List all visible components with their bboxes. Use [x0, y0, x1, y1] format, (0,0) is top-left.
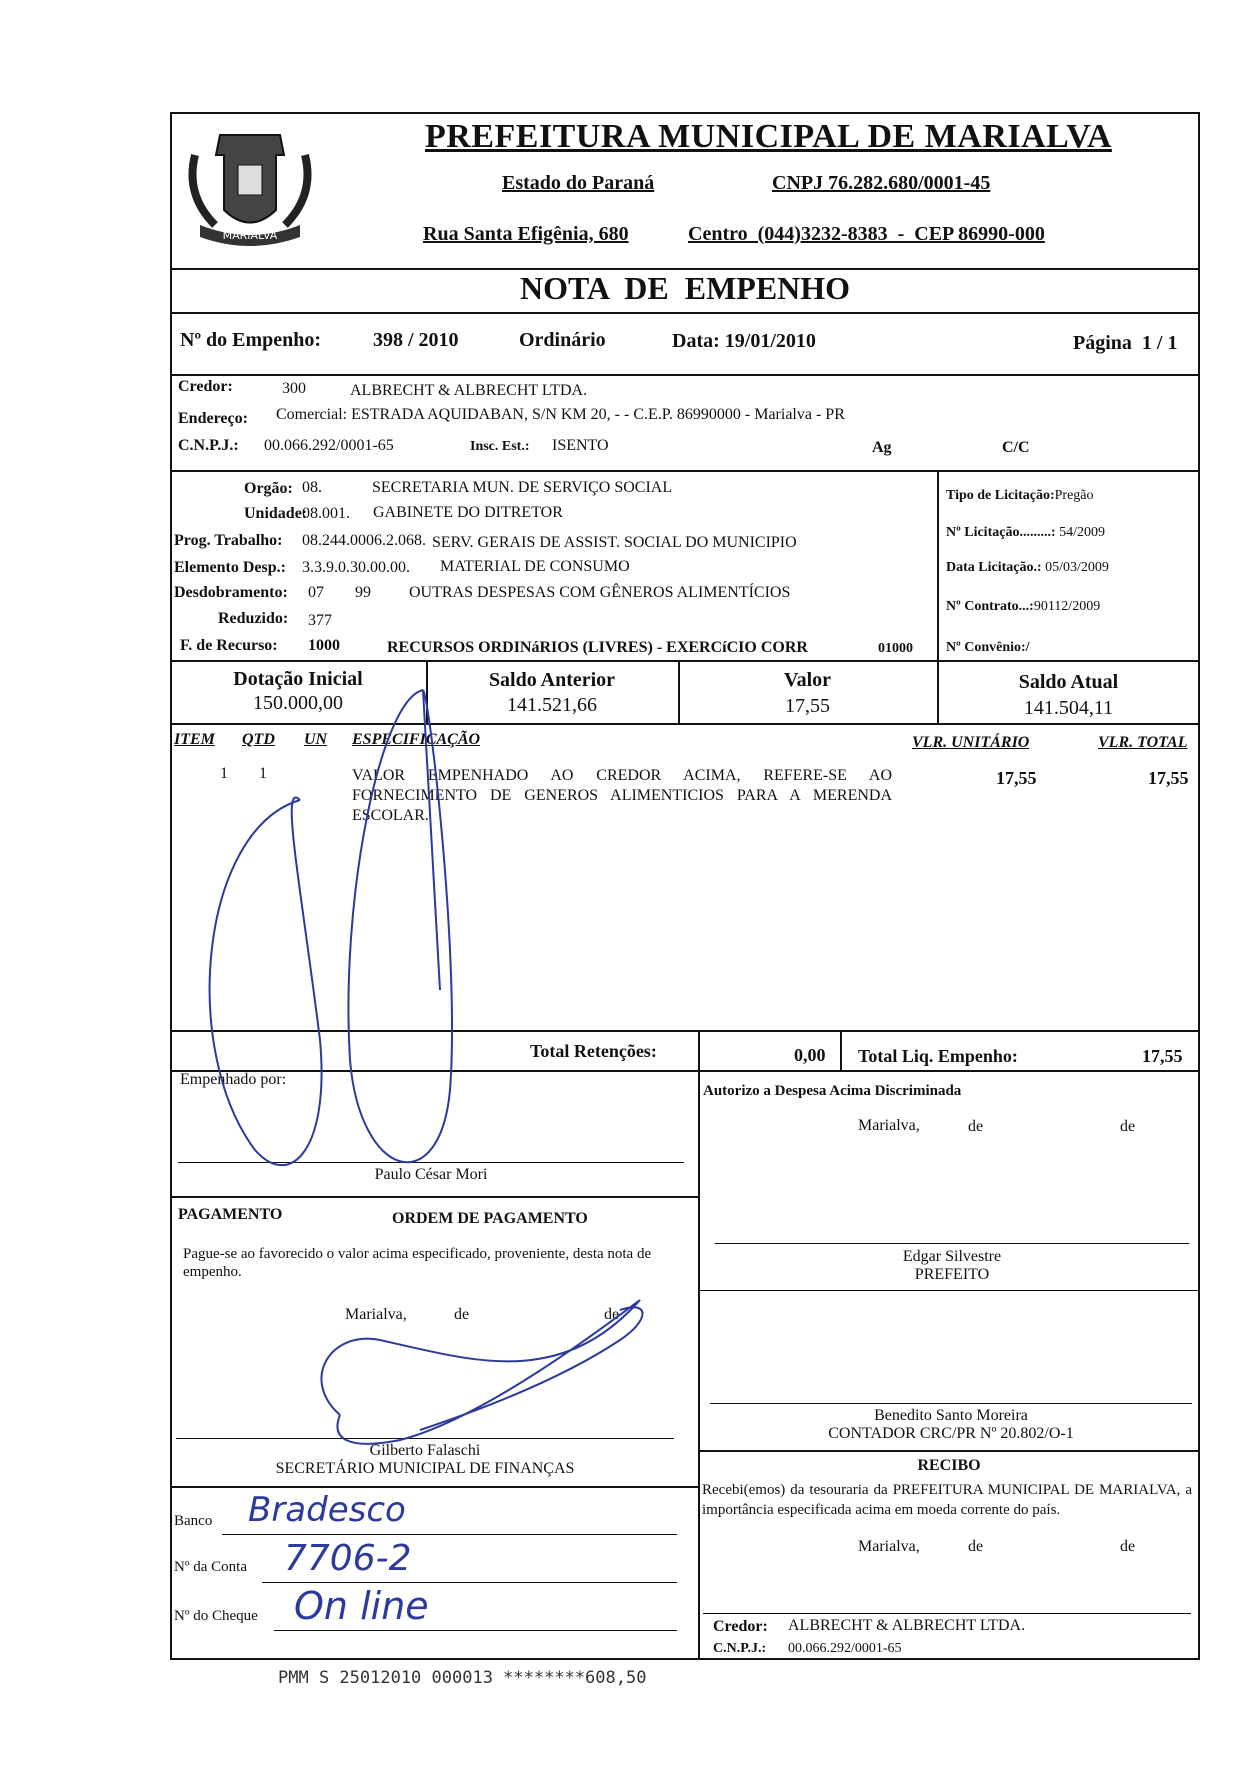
- row-qtd: 1: [259, 765, 267, 782]
- insc-value: ISENTO: [552, 437, 609, 454]
- banco-handwritten: Bradesco: [248, 1490, 406, 1530]
- row-item: 1: [220, 765, 228, 782]
- numero-convenio-label: Nº Convênio:/: [946, 640, 1030, 655]
- numero-licitacao-label: Nº Licitação.........:: [946, 525, 1056, 540]
- total-retencoes-label: Total Retenções:: [530, 1041, 657, 1061]
- valor-label: Valor: [783, 669, 832, 691]
- credor-name: ALBRECHT & ALBRECHT LTDA.: [350, 382, 588, 399]
- ordem-pagamento-title: ORDEM DE PAGAMENTO: [392, 1210, 588, 1227]
- reduzido-label: Reduzido:: [218, 610, 289, 627]
- empenho-type: Ordinário: [519, 329, 606, 351]
- orgao-code: 08.: [302, 479, 322, 496]
- autorizo-city: Marialva,: [858, 1117, 920, 1134]
- credor-label: Credor:: [178, 378, 233, 395]
- endereco-value: Comercial: ESTRADA AQUIDABAN, S/N KM 20, - - C.E.P. 86990000 - Marialva - PR: [276, 406, 845, 423]
- total-liquido-value: 17,55: [1142, 1046, 1183, 1066]
- financas-role: SECRETÁRIO MUNICIPAL DE FINANÇAS: [275, 1460, 575, 1477]
- elemento-code: 3.3.9.0.30.00.00.: [302, 559, 410, 576]
- state-name: Estado do Paraná: [502, 172, 655, 194]
- saldo-anterior-value: 141.521,66: [507, 694, 597, 716]
- prog-label: Prog. Trabalho:: [174, 532, 283, 549]
- recurso-name: RECURSOS ORDINáRIOS (LIVRES) - EXERCíCIO CORR: [387, 639, 808, 656]
- elemento-label: Elemento Desp.:: [174, 559, 286, 576]
- pagamento-de-1: de: [454, 1306, 470, 1323]
- header-cnpj: CNPJ 76.282.680/0001-45: [772, 172, 991, 194]
- footer-stamp: PMM S 25012010 000013 ********608,50: [278, 1668, 647, 1688]
- unidade-label: Unidade:: [244, 505, 308, 522]
- autorizo-de-2: de: [1120, 1118, 1136, 1135]
- col-total-header: VLR. TOTAL: [1098, 734, 1188, 751]
- logo-banner-text: MARIALVA: [222, 229, 278, 242]
- pagamento-label: PAGAMENTO: [178, 1206, 283, 1223]
- prefeito-role: PREFEITO: [914, 1266, 990, 1283]
- pagamento-city: Marialva,: [345, 1306, 407, 1323]
- tipo-licitacao-label-text: Tipo de Licitação:: [946, 488, 1055, 503]
- recibo-city: Marialva,: [858, 1538, 920, 1555]
- recibo-text: Recebi(emos) da tesouraria da PREFEITURA MUNICIPAL DE MARIALVA, a importância especificada acima em moeda corrente do país.: [702, 1482, 1192, 1518]
- recibo-cnpj-label: C.N.P.J.:: [713, 1641, 767, 1656]
- cheque-label: Nº do Cheque: [174, 1608, 258, 1624]
- cc-label: C/C: [1002, 439, 1030, 456]
- orgao-label: Orgão:: [244, 480, 293, 497]
- unidade-code: 08.001.: [302, 505, 350, 522]
- page-number: Página 1 / 1: [1073, 332, 1178, 354]
- conta-handwritten: 7706-2: [284, 1538, 412, 1579]
- row-unitario: 17,55: [996, 768, 1037, 788]
- prog-name: SERV. GERAIS DE ASSIST. SOCIAL DO MUNICIPIO: [432, 534, 797, 551]
- valor-value: 17,55: [785, 695, 830, 717]
- banco-label: Banco: [174, 1513, 213, 1529]
- insc-label: Insc. Est.:: [470, 439, 530, 454]
- empenhado-por-label: Empenhado por:: [180, 1071, 287, 1088]
- data-licitacao-label: Data Licitação.:: [946, 560, 1042, 575]
- reduzido-value: 377: [308, 612, 332, 629]
- header-street: Rua Santa Efigênia, 680: [423, 223, 629, 245]
- recurso-code: 1000: [308, 637, 340, 654]
- dotacao-inicial-value: 150.000,00: [253, 692, 343, 714]
- desdobramento-code-2: 99: [355, 584, 371, 601]
- recibo-label: RECIBO: [917, 1457, 981, 1474]
- saldo-anterior-label: Saldo Anterior: [488, 669, 616, 691]
- pagamento-de-2: de: [604, 1306, 620, 1323]
- credor-cnpj-label: C.N.P.J.:: [178, 437, 239, 454]
- tipo-licitacao-value: Pregão: [1054, 488, 1094, 503]
- empenho-number-label: Nº do Empenho:: [180, 329, 322, 351]
- recibo-credor: ALBRECHT & ALBRECHT LTDA.: [788, 1617, 1026, 1634]
- numero-contrato-label: Nº Contrato...:: [946, 599, 1034, 614]
- total-retencoes-value: 0,00: [794, 1045, 826, 1065]
- row-total: 17,55: [1148, 768, 1189, 788]
- data-licitacao-value: 05/03/2009: [1045, 560, 1109, 575]
- contador-role: CONTADOR CRC/PR Nº 20.802/O-1: [828, 1425, 1074, 1442]
- unidade-name: GABINETE DO DITRETOR: [373, 504, 563, 521]
- recurso-label: F. de Recurso:: [180, 637, 278, 654]
- recibo-cnpj: 00.066.292/0001-65: [788, 1641, 902, 1656]
- recibo-de-2: de: [1120, 1538, 1136, 1555]
- recibo-de-1: de: [968, 1538, 984, 1555]
- prog-code: 08.244.0006.2.068.: [302, 532, 426, 549]
- recibo-credor-label: Credor:: [713, 1618, 768, 1635]
- col-especificacao-header: ESPECIFICAÇÃO: [352, 731, 481, 748]
- desdobramento-code-1: 07: [308, 584, 324, 601]
- recurso-code-2: 01000: [878, 641, 913, 656]
- col-item-header: ITEM: [174, 731, 215, 748]
- orgao-name: SECRETARIA MUN. DE SERVIÇO SOCIAL: [372, 479, 673, 496]
- ag-label: Ag: [872, 439, 892, 456]
- dotacao-inicial-label: Dotação Inicial: [233, 668, 363, 690]
- elemento-name: MATERIAL DE CONSUMO: [440, 558, 630, 575]
- col-qtd-header: QTD: [242, 731, 275, 748]
- contador-name: Benedito Santo Moreira: [874, 1407, 1028, 1424]
- autorizo-de-1: de: [968, 1118, 984, 1135]
- total-liquido-label: Total Liq. Empenho:: [858, 1046, 1018, 1066]
- document-title: NOTA DE EMPENHO: [519, 270, 851, 306]
- credor-code: 300: [282, 380, 306, 397]
- col-unitario-header: VLR. UNITÁRIO: [912, 734, 1030, 751]
- municipality-title: PREFEITURA MUNICIPAL DE MARIALVA: [425, 118, 1112, 155]
- pagamento-text: Pague-se ao favorecido o valor acima especificado, proveniente, desta nota de empenho.: [183, 1246, 652, 1280]
- cheque-handwritten: On line: [294, 1584, 429, 1628]
- empenho-number: 398 / 2010: [373, 329, 459, 351]
- endereco-label: Endereço:: [178, 410, 248, 427]
- credor-cnpj: 00.066.292/0001-65: [264, 437, 394, 454]
- numero-contrato-value: 90112/2009: [1033, 599, 1101, 614]
- desdobramento-name: OUTRAS DESPESAS COM GÊNEROS ALIMENTÍCIOS: [409, 584, 791, 601]
- empenho-date: Data: 19/01/2010: [672, 330, 816, 352]
- empenhado-signer: Paulo César Mori: [374, 1166, 488, 1183]
- header-address: Centro (044)3232-8383 - CEP 86990-000: [688, 223, 1045, 245]
- desdobramento-label: Desdobramento:: [174, 584, 288, 601]
- saldo-atual-value: 141.504,11: [1023, 697, 1114, 719]
- col-un-header: UN: [304, 731, 328, 748]
- row-especificacao: VALOR EMPENHADO AO CREDOR ACIMA, REFERE-SE AO FORNECIMENTO DE GENEROS ALIMENTICIOS PARA A MERENDA ESCOLAR.: [352, 767, 892, 824]
- saldo-atual-label: Saldo Atual: [1018, 671, 1119, 693]
- numero-licitacao-value: 54/2009: [1059, 525, 1105, 540]
- financas-signer: Gilberto Falaschi: [369, 1442, 481, 1459]
- conta-label: Nº da Conta: [174, 1559, 247, 1575]
- prefeito-name: Edgar Silvestre: [902, 1248, 1002, 1265]
- autorizo-label: Autorizo a Despesa Acima Discriminada: [703, 1083, 962, 1099]
